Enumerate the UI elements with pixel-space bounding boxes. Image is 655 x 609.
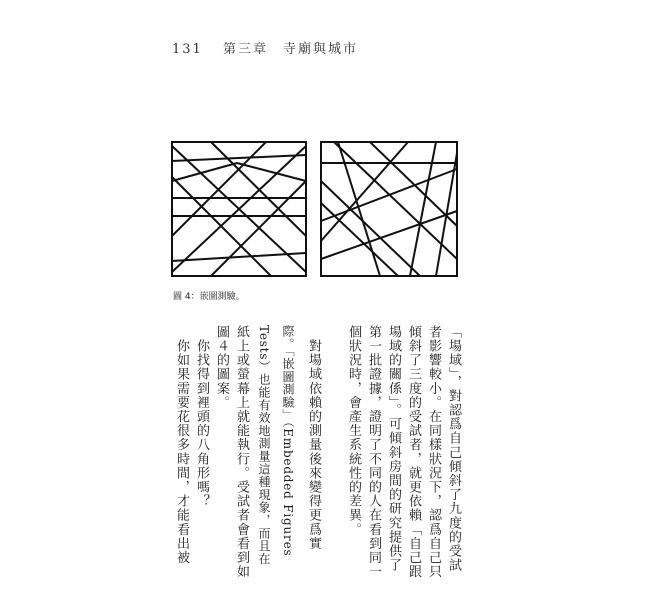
text-column-12: 圖４的圖案。 — [214, 325, 229, 410]
figure-caption: 圖 4：嵌圖測驗。 — [173, 292, 245, 302]
text-column-9: 際。「嵌圖測驗」（Embedded Figures — [281, 325, 295, 557]
text-column-11: 紙上或螢幕上就能執行。受試者會看到如 — [234, 325, 249, 579]
text-column-14: 你如果需要花很多時間，才能看出被 — [174, 325, 189, 565]
page-number: 131 — [172, 42, 203, 57]
embedded-figure-right — [320, 141, 458, 277]
text-column-4: 場域的關係」。可傾斜房間的研究提供了 — [386, 325, 401, 573]
text-column-5: 第一批證據，證明了不同的人在看到同一 — [366, 325, 381, 579]
text-column-13: 你找得到裡頭的八角形嗎？ — [194, 325, 209, 509]
running-header — [172, 38, 358, 57]
text-column-8: 對場域依賴的測量後來變得更爲實 — [306, 325, 321, 551]
text-column-6: 個狀況時，會產生系統性的差異。 — [346, 325, 361, 537]
text-column-2: 者影響較小。在同樣狀況下，認爲自己只 — [426, 325, 441, 579]
text-column-10: Tests）也能有效地測量這種現象，而且在 — [257, 325, 271, 566]
text-column-3: 傾斜了三度的受試者，就更依賴「自己跟 — [406, 325, 421, 579]
text-column-1: 「場域」，對認爲自己傾斜了九度的受試 — [446, 325, 461, 573]
embedded-figure-left — [171, 141, 307, 277]
chapter-title: 第三章 寺廟與城市 — [222, 42, 358, 57]
